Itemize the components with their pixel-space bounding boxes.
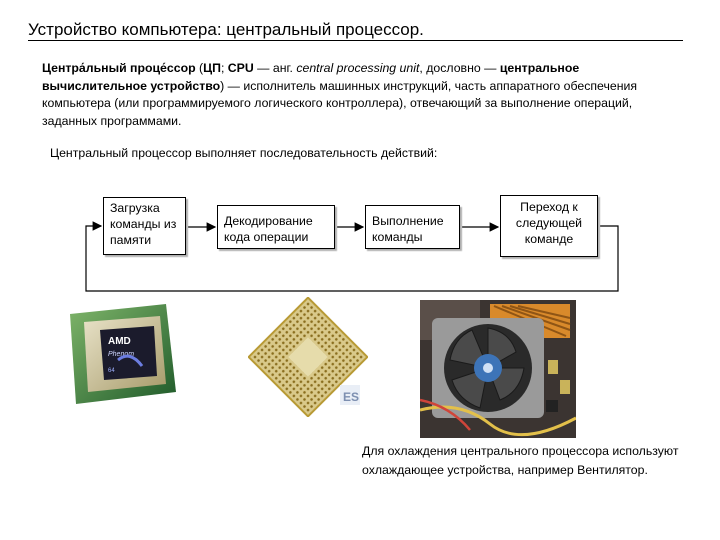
definition-translation: центральное вычислительное устройство	[42, 61, 580, 93]
step-next-command: Переход к следующей команде	[500, 195, 598, 257]
amd-brand-text: AMD	[108, 336, 131, 347]
cooling-caption: Для охлаждения центрального процессора используют охлаждающее устройства, например Вентилятор.	[362, 444, 679, 477]
definition-literal: , дословно —	[419, 61, 500, 75]
definition-rest: ) — исполнитель машинных инструкций, часть аппаратного обеспечения компьютера (или программируемого логического контроллера), отвечающий за выполнение операций, заданных программами.	[42, 78, 638, 128]
step-execute-command: Выполнение команды	[365, 205, 460, 249]
sequence-intro: Центральный процессор выполняет последовательность действий:	[50, 146, 438, 160]
step-decode-opcode: Декодирование кода операции	[217, 205, 335, 249]
es-badge-text: ES	[343, 390, 360, 404]
cpu-cooler-image	[420, 300, 576, 438]
amd-model-text: Phenom	[108, 351, 135, 358]
definition-dash-en: — анг.	[253, 61, 297, 75]
step-load-command: Загрузка команды из памяти	[103, 197, 186, 255]
amd-suffix-text: 64	[108, 368, 115, 374]
definition-paren-open: (	[195, 61, 204, 75]
page-title: Устройство компьютера: центральный процессор.	[28, 20, 424, 39]
definition-sep: ;	[220, 61, 228, 75]
pin-grid-chip-image	[248, 297, 368, 417]
definition-english: central processing unit	[296, 61, 420, 75]
definition-abbr-en: CPU	[227, 61, 254, 75]
amd-phenom-chip-image	[62, 300, 182, 408]
definition-term: Центра́льный проце́ссор	[42, 61, 196, 75]
definition-abbr-ru: ЦП	[203, 61, 221, 75]
